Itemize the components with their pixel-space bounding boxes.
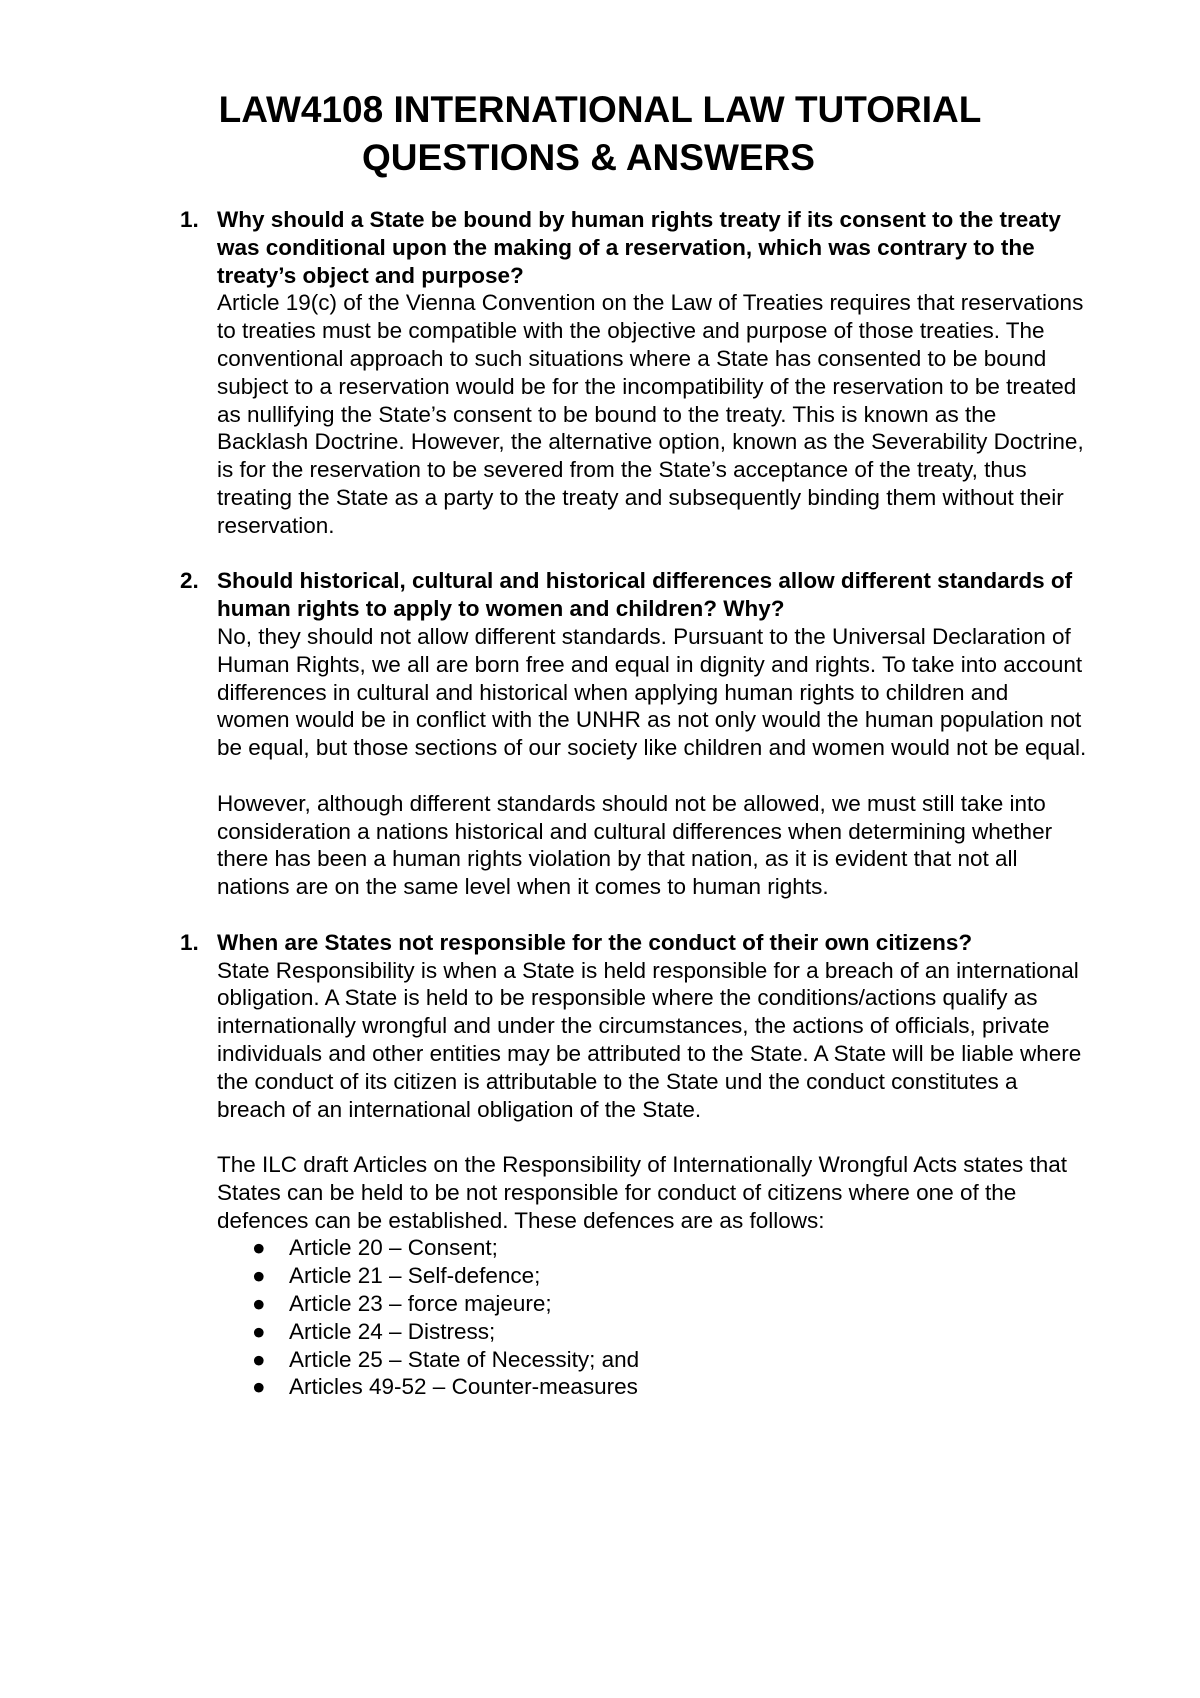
bullet-icon: ● [252,1235,266,1261]
answer-paragraph: However, although different standards should not be allowed, we must still take into consideration a nations historical and cultural differences when determining whether there has been a human rights violation by that nation, as it is evident that not all nations are on the same level when it comes to human rights. [217,790,1053,900]
list-item [217,1373,1087,1401]
list-item [217,1234,1087,1262]
list-item-text: Articles 49-52 – Counter-measures [289,1374,638,1400]
question-section-2 [180,567,1087,901]
question-text: Should historical, cultural and historical differences allow different standards of human rights to apply to women and children? Why? [217,568,1073,622]
spacer [217,540,1087,568]
title-line-1: LAW4108 INTERNATIONAL LAW TUTORIAL [218,89,982,130]
list-item [217,1290,1087,1318]
title-line-2: QUESTIONS & ANSWERS [362,137,815,178]
list-item-text: Article 20 – Consent; [289,1235,498,1261]
list-item-text: Article 23 – force majeure; [289,1291,552,1317]
question-number: 1. [180,207,199,232]
question-section-3 [180,929,1087,1402]
document-body [180,206,1087,1401]
question-section-1 [180,206,1087,540]
question-number: 1. [180,929,199,955]
bullet-icon: ● [252,1318,266,1344]
list-item-text: Article 24 – Distress; [289,1318,496,1344]
answer-paragraph: The ILC draft Articles on the Responsibility of Internationally Wrongful Acts states that States can be held to be not responsible for conduct of citizens where one of the defences can be established. These defences are as follows: [217,1152,1068,1233]
list-item [217,1262,1087,1290]
question-text: When are States not responsible for the conduct of their own citizens? [217,929,973,955]
document-title [0,86,1200,182]
list-item-text: Article 21 – Self-defence; [289,1263,541,1289]
spacer [217,762,1087,790]
bullet-icon: ● [252,1263,266,1289]
bullet-icon: ● [252,1346,266,1372]
bullet-icon: ● [252,1374,266,1400]
answer-paragraph: Article 19(c) of the Vienna Convention on the Law of Treaties requires that reservations to treaties must be compatible with the objective and purpose of those treaties. The conventional approach to such situations where a State has consented to be bound subject to a reservation would be for the incompatibility of the reservation to be treated as nullifying the State’s consent to be bound to the treaty. This is known as the Backlash Doctrine. However, the alternative option, known as the Severability Doctrine, is for the reservation to be severed from the State’s acceptance of the treaty, thus treating the State as a party to the treaty and subsequently binding them without their reservation. [217,290,1084,538]
list-item-text: Article 25 – State of Necessity; and [289,1346,640,1372]
bullet-icon: ● [252,1291,266,1317]
spacer [217,1123,1087,1151]
defences-list [217,1234,1087,1401]
spacer [217,901,1087,929]
answer-paragraph: No, they should not allow different standards. Pursuant to the Universal Declaration of Human Rights, we all are born free and equal in dignity and rights. To take into account differences in cultural and historical when applying human rights to children and women would be in conflict with the UNHR as not only would the human population not be equal, but those sections of our society like children and women would not be equal. [217,623,1087,761]
question-text: Why should a State be bound by human rights treaty if its consent to the treaty was conditional upon the making of a reservation, which was contrary to the treaty’s object and purpose? [217,207,1061,288]
list-item [217,1318,1087,1346]
list-item [217,1346,1087,1374]
answer-paragraph: State Responsibility is when a State is held responsible for a breach of an international obligation. A State is held to be responsible where the conditions/actions qualify as internationally wrongful and under the circumstances, the actions of officials, private individuals and other entities may be attributed to the State. A State will be liable where the conduct of its citizen is attributable to the State und the conduct constitutes a breach of an international obligation of the State. [217,957,1082,1122]
question-number: 2. [180,568,199,594]
